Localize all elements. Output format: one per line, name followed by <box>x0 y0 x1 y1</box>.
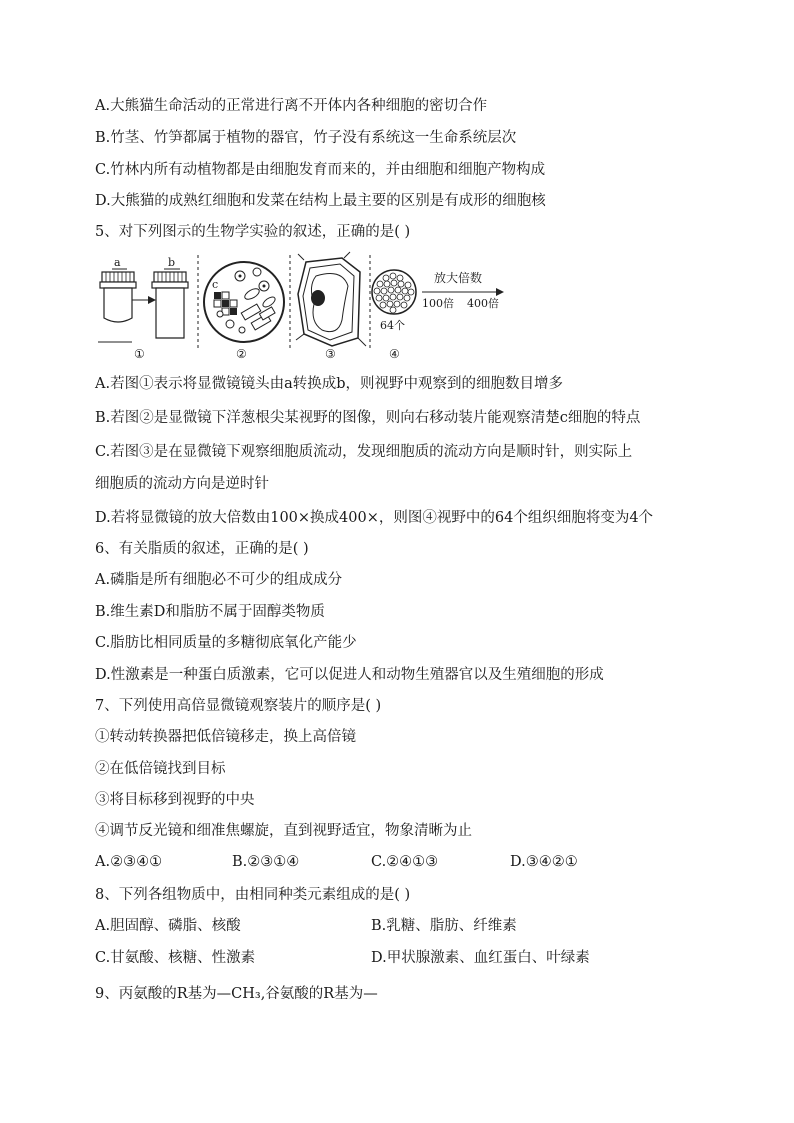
q8-option-a: A.胆固醇、磷脂、核酸 <box>95 918 241 934</box>
magnification-title: 放大倍数 <box>434 271 483 285</box>
q7-stem: 7、下列使用高倍显微镜观察装片的顺序是( ) <box>95 698 382 714</box>
cell-c-label: c <box>212 278 219 291</box>
lens-a-label: a <box>114 256 121 269</box>
figure-panel-4-field <box>372 270 504 361</box>
figure-label-4: ④ <box>389 347 400 361</box>
magnification-from: 100倍 <box>422 297 454 310</box>
q7-step-4: ④调节反光镜和细准焦螺旋，直到视野适宜，物象清晰为止 <box>95 823 472 839</box>
q6-stem: 6、有关脂质的叙述，正确的是( ) <box>95 541 309 557</box>
q7-option-a: A.②③④① <box>95 854 163 870</box>
q6-option-d: D.性激素是一种蛋白质激素，它可以促进人和动物生殖器官以及生殖细胞的形成 <box>95 667 604 683</box>
q9-stem: 9、丙氨酸的R基为—CH₃,谷氨酸的R基为— <box>95 986 378 1002</box>
figure-label-2: ② <box>236 347 247 361</box>
figure-panel-1-lenses <box>98 256 188 361</box>
q7-option-b: B.②③①④ <box>232 854 300 870</box>
q6-option-c: C.脂肪比相同质量的多糖彻底氧化产能少 <box>95 635 357 651</box>
q5-figure <box>92 250 512 365</box>
q7-step-3: ③将目标移到视野的中央 <box>95 792 255 808</box>
q5-stem: 5、对下列图示的生物学实验的叙述，正确的是( ) <box>95 224 411 240</box>
q6-option-a: A.磷脂是所有细胞必不可少的组成成分 <box>95 572 343 588</box>
cell-count-label: 64个 <box>380 319 405 332</box>
figure-label-1: ① <box>134 347 145 361</box>
q5-option-c-line2: 细胞质的流动方向是逆时针 <box>95 476 269 492</box>
figure-label-3: ③ <box>325 347 336 361</box>
q8-option-b: B.乳糖、脂肪、纤维素 <box>371 918 517 934</box>
q5-option-b: B.若图②是显微镜下洋葱根尖某视野的图像，则向右移动装片能观察清楚c细胞的特点 <box>95 410 641 426</box>
figure-panel-2-root-tip <box>204 262 284 361</box>
q4-option-d: D.大熊猫的成熟红细胞和发菜在结构上最主要的区别是有成形的细胞核 <box>95 193 546 209</box>
q8-stem: 8、下列各组物质中，由相同种类元素组成的是( ) <box>95 887 411 903</box>
q4-option-a: A.大熊猫生命活动的正常进行离不开体内各种细胞的密切合作 <box>95 98 488 114</box>
q5-option-a: A.若图①表示将显微镜镜头由a转换成b，则视野中观察到的细胞数目增多 <box>95 376 564 392</box>
q7-option-d: D.③④②① <box>510 854 578 870</box>
q8-option-c: C.甘氨酸、核糖、性激素 <box>95 950 256 966</box>
q5-option-d: D.若将显微镜的放大倍数由100×换成400×，则图④视野中的64个组织细胞将变为4个 <box>95 510 654 526</box>
q8-option-d: D.甲状腺激素、血红蛋白、叶绿素 <box>371 950 590 966</box>
q7-step-1: ①转动转换器把低倍镜移走，换上高倍镜 <box>95 729 356 745</box>
q7-option-c: C.②④①③ <box>371 854 439 870</box>
lens-b-label: b <box>168 256 176 269</box>
q6-option-b: B.维生素D和脂肪不属于固醇类物质 <box>95 604 325 620</box>
q4-option-b: B.竹茎、竹笋都属于植物的器官，竹子没有系统这一生命系统层次 <box>95 130 517 146</box>
figure-panel-3-cell <box>296 252 366 361</box>
q5-option-c-line1: C.若图③是在显微镜下观察细胞质流动，发现细胞质的流动方向是顺时针，则实际上 <box>95 444 633 460</box>
magnification-to: 400倍 <box>467 297 499 310</box>
q7-step-2: ②在低倍镜找到目标 <box>95 761 226 777</box>
q4-option-c: C.竹林内所有动植物都是由细胞发育而来的，并由细胞和细胞产物构成 <box>95 162 546 178</box>
